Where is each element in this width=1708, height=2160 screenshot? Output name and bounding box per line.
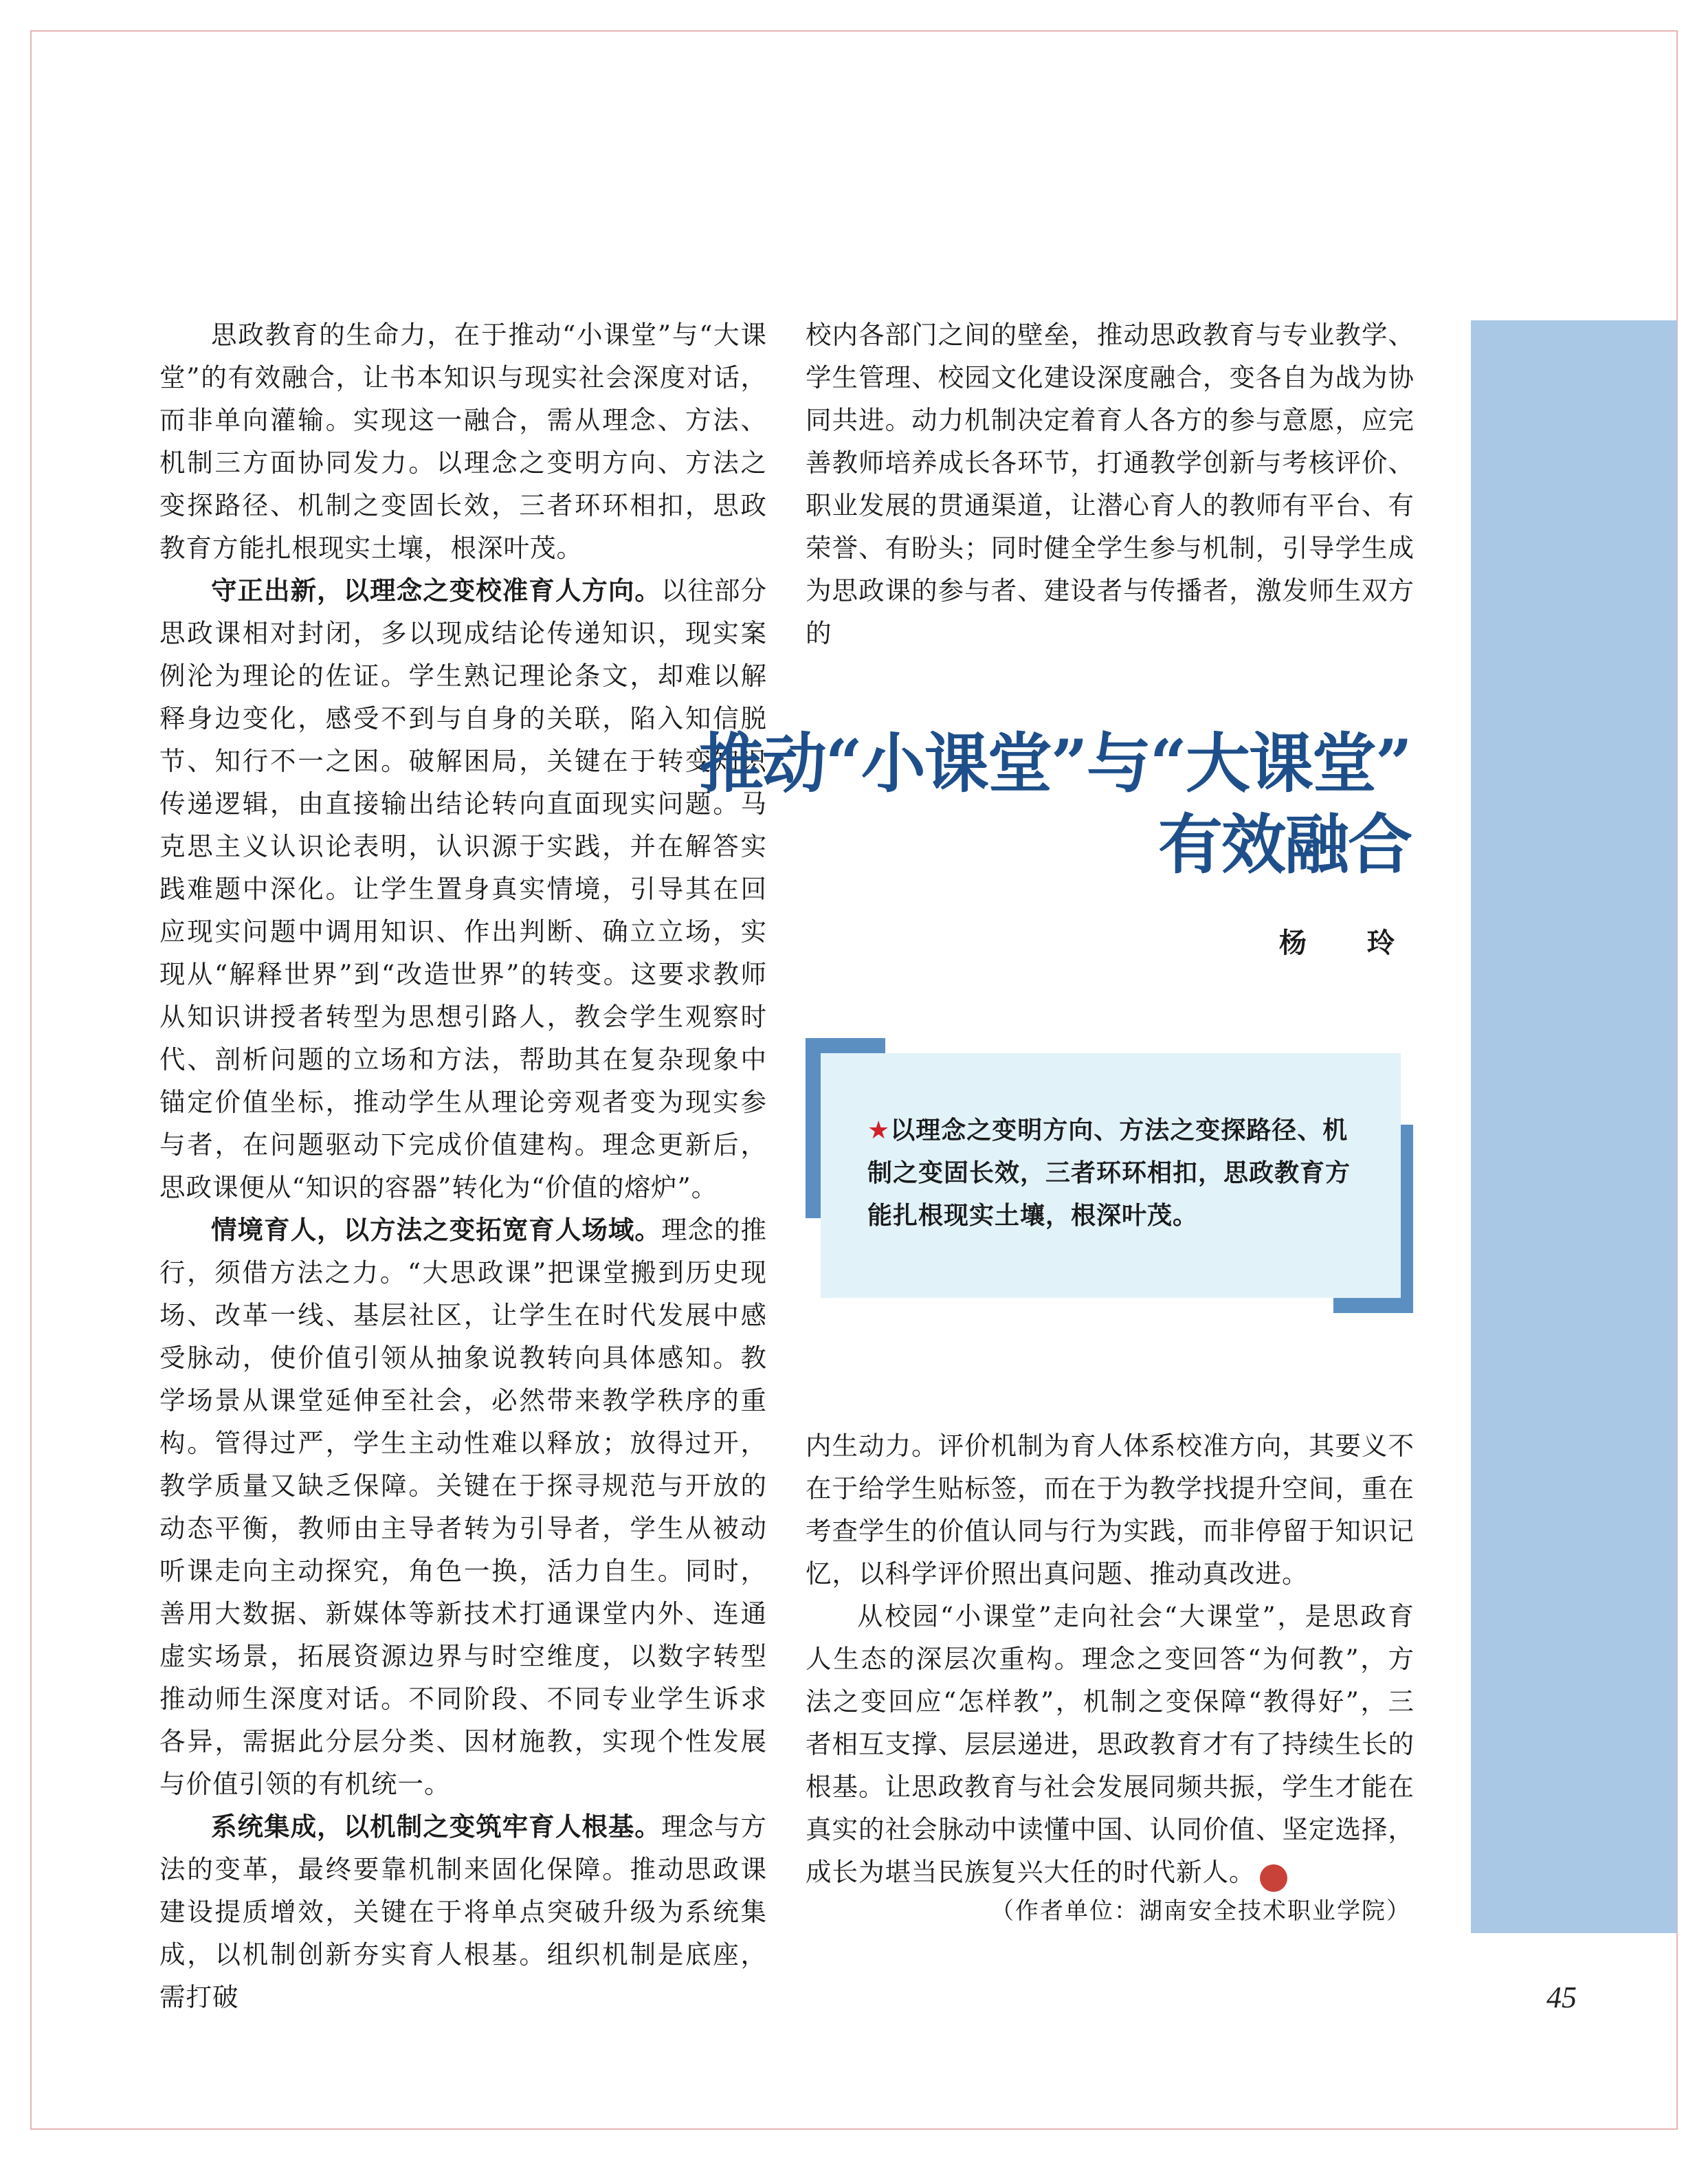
section-body-1: 以往部分思政课相对封闭，多以现成结论传递知识，现实案例沦为理论的佐证。学生熟记理论条文，却难以解释身边变化，感受不到与自身的关联，陷入知信脱节、知行不一之困。破解困局，关键在于转变知识传递逻辑，由直接输出结论转向直面现实问题。马克思主义认识论表明，认识源于实践，并在解答实践难题中深化。让学生置身真实情境，引导其在回应现实问题中调用知识、作出判断、确立立场，实现从“解释世界”到“改造世界”的转变。这要求教师从知识讲授者转型为思想引路人，教会学生观察时代、剖析问题的立场和方法，帮助其在复杂现象中锚定价值坐标，推动学生从理论旁观者变为现实参与者，在问题驱动下完成价值建构。理念更新后，思政课便从“知识的容器”转化为“价值的熔炉”。 xyxy=(159,575,768,1202)
article-title xyxy=(699,723,1411,885)
title-line-1: 推动“小课堂”与“大课堂” xyxy=(698,726,1411,802)
paragraph-section-2 xyxy=(159,1209,767,1805)
title-line-2: 有效融合 xyxy=(1157,807,1411,883)
section-heading-1: 守正出新，以理念之变校准育人方向。 xyxy=(211,575,661,606)
right-column-top xyxy=(806,313,1415,654)
section-heading-3: 系统集成，以机制之变筑牢育人根基。 xyxy=(211,1811,661,1842)
paragraph-section-1 xyxy=(159,569,767,1209)
paragraph-conclusion xyxy=(806,1595,1415,1893)
right-column-bottom xyxy=(806,1424,1415,1893)
section-body-2: 理念的推行，须借方法之力。“大思政课”把课堂搬到历史现场、改革一线、基层社区，让学生在时代发展中感受脉动，使价值引领从抽象说教转向具体感知。教学场景从课堂延伸至社会，必然带来教学秩序的重构。管得过严，学生主动性难以释放；放得过开，教学质量又缺乏保障。关键在于探寻规范与开放的动态平衡，教师由主导者转为引导者，学生从被动听课走向主动探究，角色一换，活力自生。同时，善用大数据、新媒体等新技术打通课堂内外、连通虚实场景，拓展资源边界与时空维度，以数字转型推动师生深度对话。不同阶段、不同专业学生诉求各异，需据此分层分类、因材施教，实现个性发展与价值引领的有机统一。 xyxy=(159,1215,768,1799)
author-affiliation: （作者单位：湖南安全技术职业学院） xyxy=(990,1897,1411,1925)
pull-quote-body: 以理念之变明方向、方法之变探路径、机制之变固长效，三者环环相扣，思政教育方能扎根现实土壤，根深叶茂。 xyxy=(867,1116,1351,1230)
star-icon: ★ xyxy=(867,1116,891,1145)
author-name: 杨 玲 xyxy=(1279,927,1411,959)
pull-quote-text xyxy=(867,1110,1366,1237)
paragraph-continued: 校内各部门之间的壁垒，推动思政教育与专业教学、学生管理、校园文化建设深度融合，变各自为战为协同共进。动力机制决定着育人各方的参与意愿，应完善教师培养成长各环节，打通教学创新与考核评价、职业发展的贯通渠道，让潜心育人的教师有平台、有荣誉、有盼头；同时健全学生参与机制，引导学生成为思政课的参与者、建设者与传播者，激发师生双方的 xyxy=(806,320,1415,648)
page-number: 45 xyxy=(1546,1981,1577,2014)
side-color-band xyxy=(1471,320,1677,1933)
left-column xyxy=(159,313,767,2018)
paragraph-evaluation: 内生动力。评价机制为育人体系校准方向，其要义不在于给学生贴标签，而在于为教学找提升空间，重在考查学生的价值认同与行为实践，而非停留于知识记忆，以科学评价照出真问题、推动真改进。 xyxy=(806,1431,1415,1589)
paragraph-intro: 思政教育的生命力，在于推动“小课堂”与“大课堂”的有效融合，让书本知识与现实社会深度对话，而非单向灌输。实现这一融合，需从理念、方法、机制三方面协同发力。以理念之变明方向、方法之变探路径、机制之变固长效，三者环环相扣，思政教育方能扎根现实土壤，根深叶茂。 xyxy=(159,320,767,563)
end-of-article-icon: n xyxy=(1260,1864,1287,1892)
conclusion-body: 从校园“小课堂”走向社会“大课堂”，是思政育人生态的深层次重构。理念之变回答“为何教”，方法之变回应“怎样教”，机制之变保障“教得好”，三者相互支撑、层层递进，思政教育才有了持续生长的根基。让思政教育与社会发展同频共振，学生才能在真实的社会脉动中读懂中国、认同价值、坚定选择，成长为堪当民族复兴大任的时代新人。 xyxy=(806,1601,1415,1887)
paragraph-section-3 xyxy=(159,1805,767,2018)
section-body-3: 理念与方法的变革，最终要靠机制来固化保障。推动思政课建设提质增效，关键在于将单点突破升级为系统集成，以机制创新夯实育人根基。组织机制是底座，需打破 xyxy=(159,1811,768,2012)
section-heading-2: 情境育人，以方法之变拓宽育人场域。 xyxy=(211,1215,661,1245)
